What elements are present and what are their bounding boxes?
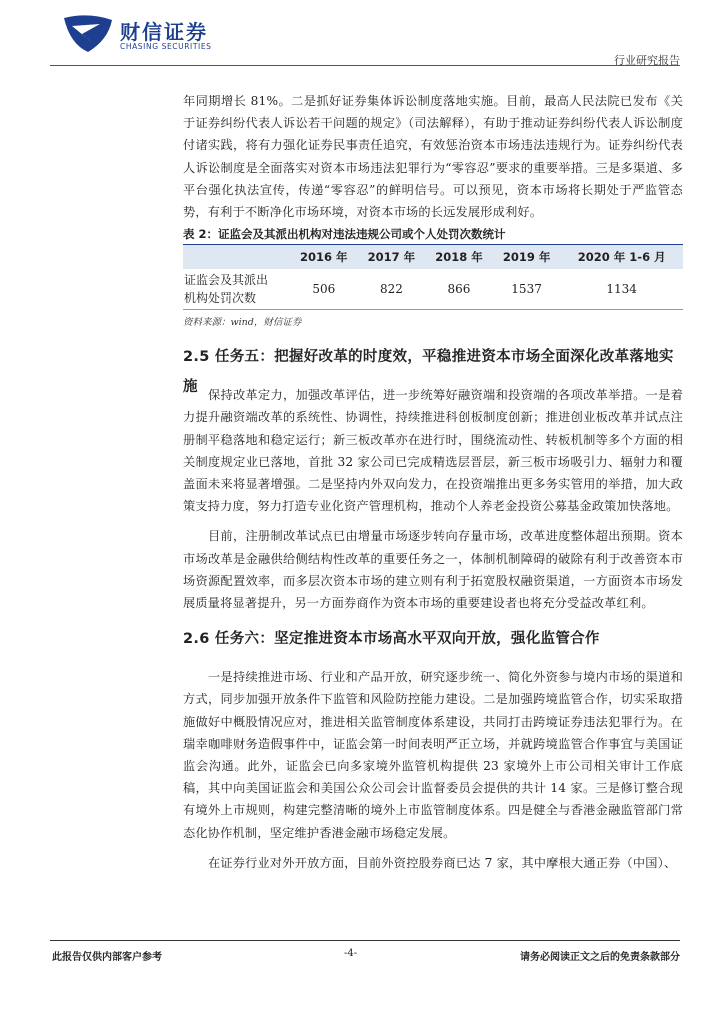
report-type-label: 行业研究报告 [614, 54, 680, 67]
table-source: 资料来源：wind，财信证券 [183, 317, 302, 329]
table-row-label [183, 269, 290, 310]
chasing-securities-logo-icon [60, 14, 116, 54]
footer-disclaimer-right: 请务必阅读正文之后的免责条款部分 [520, 952, 680, 963]
table-cell: 1537 [493, 269, 561, 310]
table-header-row [183, 245, 683, 270]
header-divider [50, 65, 680, 66]
row-label-line-2: 机构处罚次数 [184, 291, 257, 306]
table-header-cell: 2016 年 [290, 245, 358, 270]
table-cell: 822 [358, 269, 426, 310]
footer-disclaimer-left: 此报告仅供内部客户参考 [52, 952, 162, 963]
logo-text-en: CHASING SECURITIES [120, 42, 212, 51]
table-cell: 506 [290, 269, 358, 310]
table-header-cell [183, 245, 290, 270]
table-cell: 1134 [560, 269, 683, 310]
paragraph-4: 一是持续推进市场、行业和产品开放，研究逐步统一、简化外资参与境内市场的渠道和方式，同步加强开放条件下监管和风险防控能力建设。二是加强跨境监管合作，切实采取措施做好中概股情况应对，推进相关监管制度体系建设，共同打击跨境证券违法犯罪行为。在瑞幸咖啡财务造假事件中，证监会第一时间表明严正立场，并就跨境监管合作事宜与美国证监会沟通。此外，证监会已向多家境外监管机构提供 23 家境外上市公司相关审计工作底稿，其中向美国证监会和美国公众公司会计监督委员会提供的共计 14 家。三是修订整合现有境外上市规则，构建完整清晰的境外上市监管制度体系。四是健全与香港金融监管部门常态化协作机制，坚定维护香港金融市场稳定发展。 [183, 670, 683, 840]
main-content [183, 90, 683, 874]
table-caption: 表 2：证监会及其派出机构对违法违规公司或个人处罚次数统计 [183, 227, 506, 242]
page-number: -4- [344, 948, 358, 959]
table-header-cell: 2020 年 1-6 月 [560, 245, 683, 270]
footer-divider [50, 940, 680, 941]
table-header-cell: 2017 年 [358, 245, 426, 270]
penalty-table [183, 244, 683, 310]
page-header [60, 14, 680, 67]
section-title-2-6: 2.6 任务六：坚定推进资本市场高水平双向开放，强化监管合作 [183, 631, 600, 648]
table-header-cell: 2018 年 [425, 245, 493, 270]
section-title-2-5: 2.5 任务五：把握好改革的时度效，平稳推进资本市场全面深化改革落地实施 [183, 349, 674, 396]
table-header-cell: 2019 年 [493, 245, 561, 270]
paragraph-1: 年同期增长 81%。二是抓好证券集体诉讼制度落地实施。目前，最高人民法院已发布《关于证券纠纷代表人诉讼若干问题的规定》（司法解释），有助于推动证券纠纷代表人诉讼制度付诸实践，将有力强化证券民事责任追究，有效惩治资本市场违法违规行为。证券纠纷代表人诉讼制度是全面落实对资本市场违法犯罪行为“零容忍”要求的重要举措。三是多渠道、多平台强化执法宣传，传递“零容忍”的鲜明信号。可以预见，资本市场将长期处于严监管态势，有利于不断净化市场环境，对资本市场的长远发展形成利好。 [183, 94, 683, 220]
paragraph-5: 在证券行业对外开放方面，目前外资控股券商已达 7 家，其中摩根大通正券（中国）、 [208, 855, 677, 870]
table-cell: 866 [425, 269, 493, 310]
paragraph-3: 目前，注册制改革试点已由增量市场逐步转向存量市场，改革进度整体超出预期。资本市场改革是金融供给侧结构性改革的重要任务之一，体制机制障碍的破除有利于改善资本市场资源配置效率，而多层次资本市场的建立则有利于拓宽股权融资渠道，一方面资本市场发展质量将显著提升，另一方面券商作为资本市场的重要建设者也将充分受益改革红利。 [183, 529, 683, 611]
paragraph-2: 保持改革定力，加强改革评估，进一步统筹好融资端和投资端的各项改革举措。一是着力提升融资端改革的系统性、协调性，持续推进科创板制度创新；推进创业板改革并试点注册制平稳落地和稳定运行；新三板改革亦在进行时，围绕流动性、转板机制等多个方面的相关制度规定业已落地，首批 32 家公司已完成精选层晋层，新三板市场吸引力、辐射力和覆盖面未来将显著增强。二是坚持内外双向发力，在投资端推出更多务实管用的举措，加大政策支持力度，努力打造专业化资产管理机构，推动个人养老金投资公募基金政策加快落地。 [183, 388, 683, 514]
row-label-line-1: 证监会及其派出 [184, 273, 269, 288]
logo-text-cn: 财信证券 [120, 20, 208, 44]
table-row [183, 269, 683, 310]
